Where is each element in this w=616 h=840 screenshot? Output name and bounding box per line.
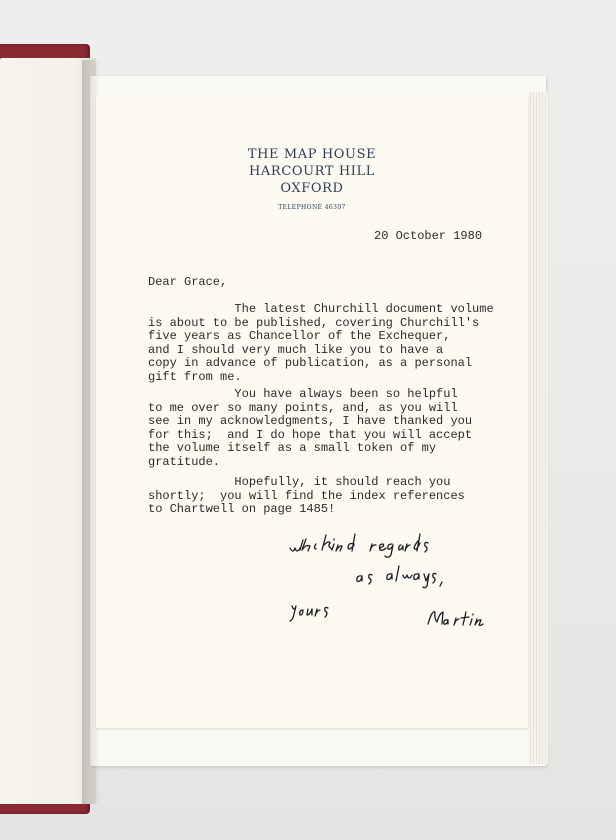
letter-date: 20 October 1980 — [374, 229, 483, 243]
handwriting-with-kind-regards — [290, 534, 428, 557]
letter-paragraph: Hopefully, it should reach you shortly; you will find the index references to Chartwell on page 1485! — [148, 475, 465, 516]
handwriting-martin-signature — [428, 612, 483, 626]
handwritten-closing-drawing — [276, 526, 516, 646]
letterhead — [96, 146, 528, 212]
letterhead-name: THE MAP HOUSE — [247, 147, 377, 162]
letter-paragraph: The latest Churchill document volume is about to be published, covering Churchill's five years as Chancellor of the Exchequer, and I should very much like you to have a copy in advance of publication, as a personal gift from me. — [148, 302, 494, 384]
typed-letter — [96, 96, 528, 728]
letterhead-street: HARCOURT HILL — [249, 164, 375, 179]
letterhead-telephone: TELEPHONE 46307 — [278, 204, 346, 211]
letter-paragraph: You have always been so helpful to me over so many points, and, as you will see in my acknowledgments, I have thanked you for this; and I do hope that you will accept the volume itself as a small token of my gratitude. — [148, 387, 473, 469]
letterhead-city: OXFORD — [280, 181, 344, 196]
handwriting-as-always — [357, 566, 442, 588]
handwriting-yours — [290, 606, 328, 621]
letter-salutation: Dear Grace, — [148, 275, 228, 289]
handwritten-closing — [276, 526, 516, 646]
book-page-edges — [528, 92, 548, 764]
